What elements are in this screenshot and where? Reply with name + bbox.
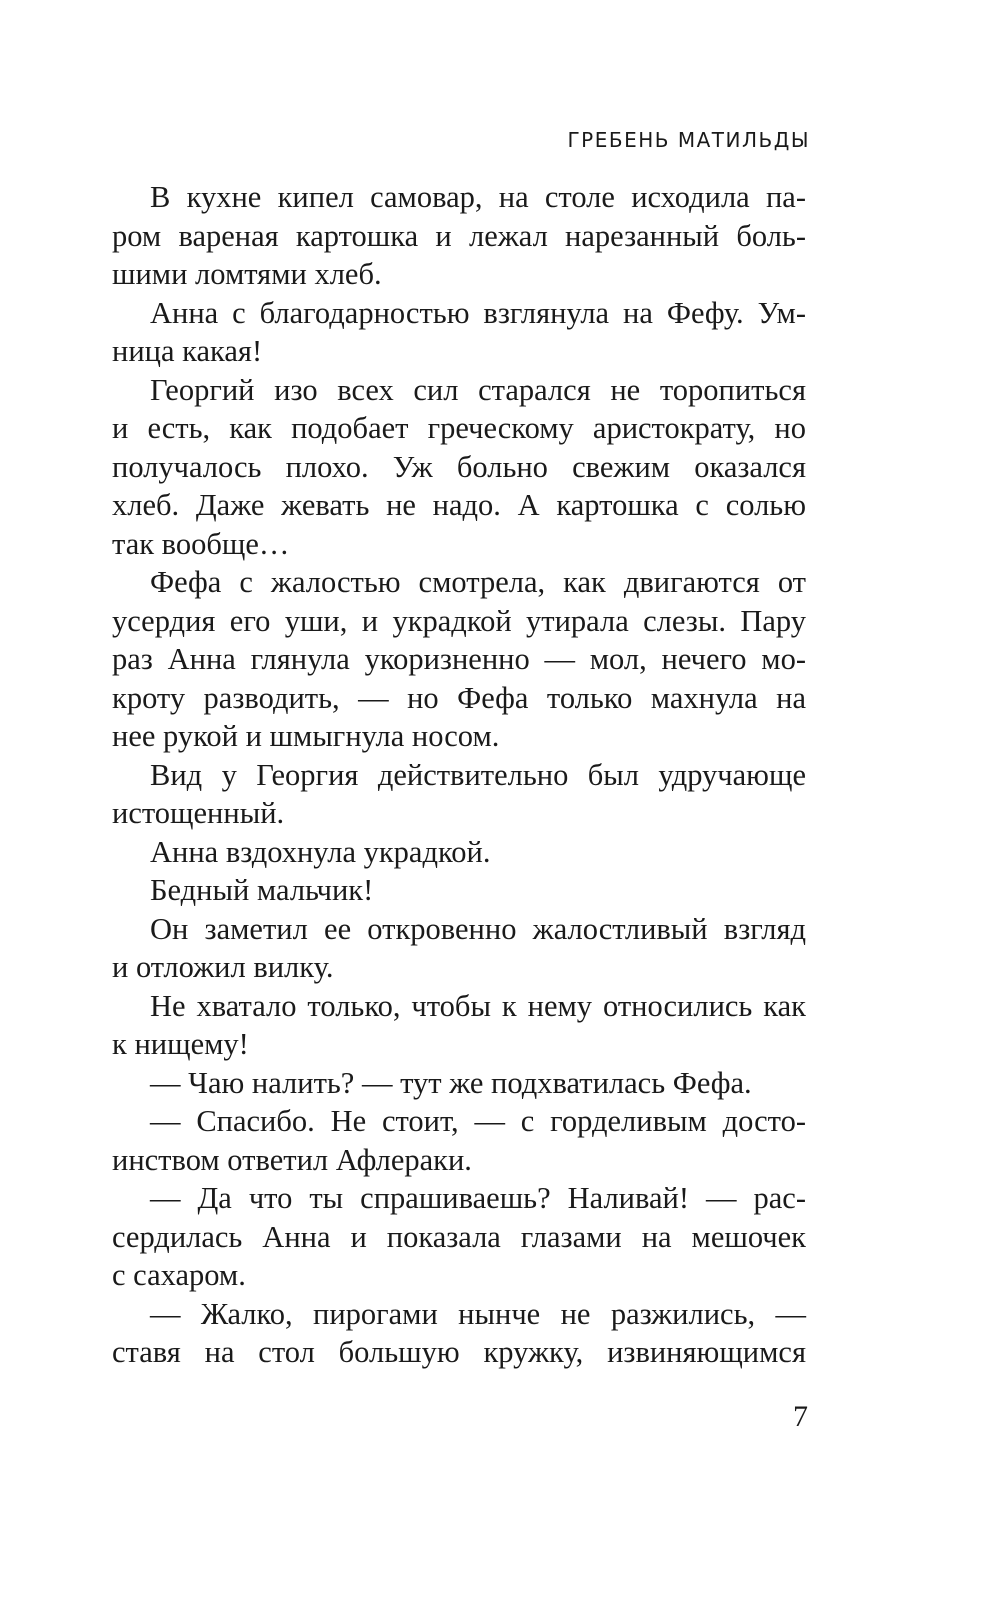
text-line: ставя на стол большую кружку, извиняющимся — [112, 1335, 806, 1369]
text-line: инством ответил Афлераки. — [112, 1142, 472, 1177]
running-head: ГРЕБЕНЬ МАТИЛЬДЫ — [567, 128, 810, 152]
text-line: Бедный мальчик! — [150, 873, 374, 907]
text-line: Фефа с жалостью смотрела, как двигаются от — [150, 565, 806, 599]
text-line: шими ломтями хлеб. — [112, 257, 382, 291]
text-line: ром вареная картошка и лежал нарезанный боль- — [112, 218, 806, 253]
text-line: истощенный. — [112, 796, 285, 830]
text-line: — Да что ты спрашиваешь? Наливай! — рас- — [150, 1181, 806, 1215]
text-line: сердилась Анна и показала глазами на мешочек — [112, 1219, 806, 1254]
text-line: с сахаром. — [112, 1258, 246, 1292]
text-line: к нищему! — [112, 1027, 249, 1061]
text-line: Георгий изо всех сил старался не торопиться — [150, 372, 806, 407]
text-line: раз Анна глянула укоризненно — мол, нечего мо- — [112, 642, 806, 676]
text-line: усердия его уши, и украдкой утирала слезы. Пару — [112, 603, 806, 638]
text-line: ница какая! — [112, 334, 263, 368]
body-text — [112, 178, 806, 1372]
text-line: и отложил вилку. — [112, 950, 334, 984]
text-line: Вид у Георгия действительно был удручающе — [150, 757, 806, 792]
text-line: Анна с благодарностью взглянула на Фефу. Ум- — [150, 295, 806, 330]
text-line: и есть, как подобает греческому аристократу, но — [112, 411, 806, 445]
text-line: — Чаю налить? — тут же подхватилась Фефа. — [150, 1065, 752, 1100]
text-line: — Жалко, пирогами нынче не разжились, — — [150, 1296, 806, 1331]
text-line: Он заметил ее откровенно жалостливый взгляд — [150, 911, 806, 946]
text-line: хлеб. Даже жевать не надо. А картошка с солью — [112, 488, 806, 522]
text-line: кроту разводить, — но Фефа только махнула на — [112, 680, 806, 715]
text-line: Не хватало только, чтобы к нему относились как — [150, 988, 806, 1023]
text-line: так вообще… — [112, 526, 290, 561]
text-line: — Спасибо. Не стоит, — с горделивым досто- — [150, 1104, 806, 1138]
text-line: получалось плохо. Уж больно свежим оказался — [112, 449, 806, 484]
text-line: В кухне кипел самовар, на столе исходила па- — [150, 180, 806, 214]
page-number: 7 — [793, 1400, 808, 1433]
text-line: Анна вздохнула украдкой. — [150, 834, 491, 869]
text-line: нее рукой и шмыгнула носом. — [112, 719, 500, 753]
